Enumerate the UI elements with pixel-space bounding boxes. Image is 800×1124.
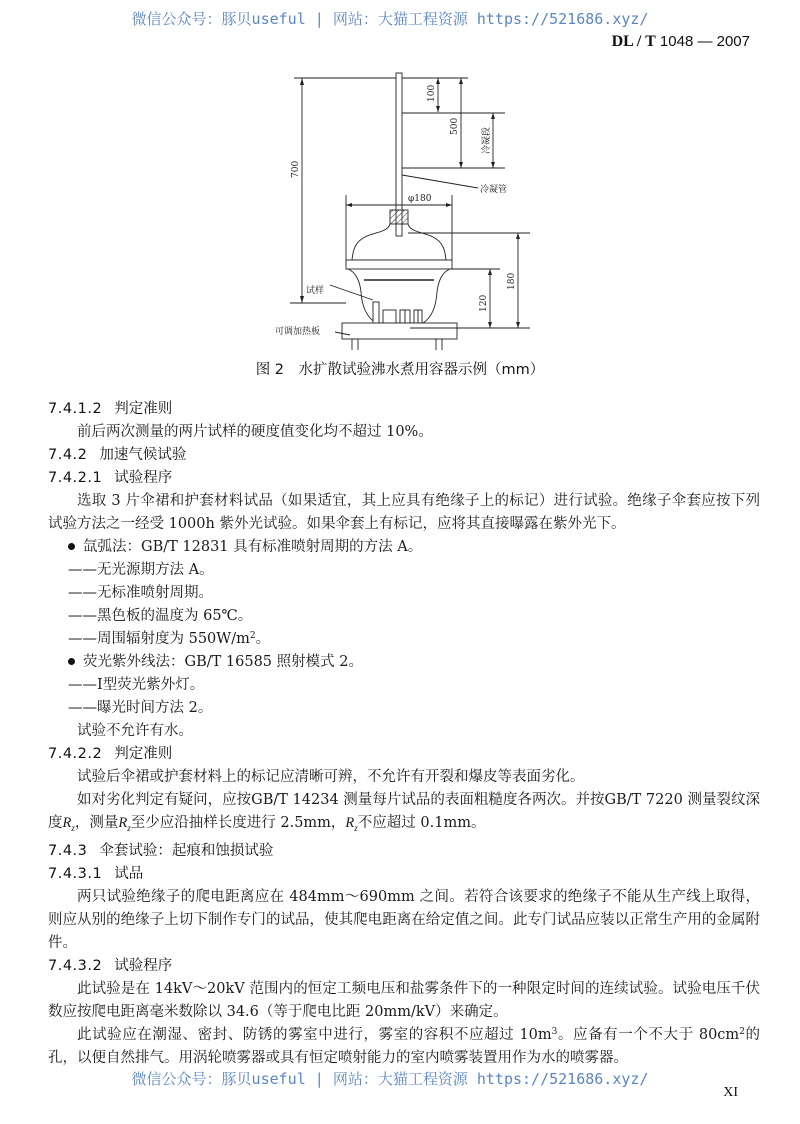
heating-plate-label: 可调加热板 xyxy=(275,327,321,337)
paragraph-7-4-3-1: 两只试验绝缘子的爬电距离应在 484mm～690mm 之间。若符合该要求的绝缘子不能从生产线上取得，则应从别的绝缘子上切下制作专门的试品，使其爬电距离在给定值之间。此专门试品应装以正常生产用的金属附件。 xyxy=(48,888,760,951)
condenser-section-label: 冷凝段 xyxy=(482,126,492,154)
document-code-prefix: DL / T xyxy=(611,33,656,50)
paragraph-7-4-3-2-a: 此试验是在 14kV～20kV 范围内的恒定工频电压和盐雾条件下的一种限定时间的连续试验。试验电压千伏数应按爬电距离毫米数除以 34.6（等于爬电比距 20mm/kV）来确定。 xyxy=(48,980,760,1020)
dash-item: ——Ⅰ型荧光紫外灯。 xyxy=(68,677,205,693)
page-number: XI xyxy=(723,1085,738,1100)
bullet-xenon-arc: 氙弧法：GB/T 12831 具有标准喷射周期的方法 A。 xyxy=(48,536,760,559)
paragraph-7-4-3-2-b: 此试验应在潮湿、密封、防锈的雾室中进行，雾室的容积不应超过 $10m^3$。应备有一个不大于 $80cm^2$的孔，以便自然排气。用涡轮喷雾器或具有恒定喷射能力的室内喷雾装置用作为水的喷雾器。 xyxy=(48,1026,760,1066)
document-code-number: 1048 — 2007 xyxy=(655,33,750,50)
heading-7-4-2-2: 7.4.2.2 判定准则 xyxy=(48,746,173,762)
bullet-fluorescent-uv: 荧光紫外线法：GB/T 16585 照射模式 2。 xyxy=(48,651,760,674)
heading-7-4-2: 7.4.2 加速气候试验 xyxy=(48,447,187,463)
document-body xyxy=(48,398,760,1070)
paragraph-7-4-2-2-b: 如对劣化判定有疑问，应按GB/T 14234 测量每片试品的表面粗糙度各两次。并按GB/T 7220 测量裂纹深度$R_z$，测量$R_z$至少应沿抽样长度进行 2.5mm，$R_z$不应超过 0.1mm。 xyxy=(48,792,760,833)
paragraph-7-4-2-1: 选取 3 片伞裙和护套材料试品（如果适宜，其上应具有绝缘子上的标记）进行试验。绝缘子伞套应按下列试验方法之一经受 1000h 紫外光试验。如果伞套上有标记，应将其直接曝露在紫外光下。 xyxy=(48,493,760,532)
heading-7-4-2-1: 7.4.2.1 试验程序 xyxy=(48,470,173,486)
dash-item: ——无标准喷射周期。 xyxy=(68,585,213,601)
dash-item: ——周围辐射度为 $550W/m^2$。 xyxy=(68,631,271,647)
paragraph-7-4-2-2-a: 试验后伞裙或护套材料上的标记应清晰可辨，不允许有开裂和爆皮等表面劣化。 xyxy=(77,769,585,785)
dim-700-label: 700 xyxy=(291,160,301,178)
dim-100-label: 100 xyxy=(427,84,437,102)
paragraph-7-4-1-2: 前后两次测量的两片试样的硬度值变化均不超过 10%。 xyxy=(77,424,433,440)
heading-7-4-3-2: 7.4.3.2 试验程序 xyxy=(48,957,173,974)
watermark-top: 微信公众号：豚贝useful | 网站：大猫工程资源 https://521686.xyz/ xyxy=(131,10,649,28)
dim-500-label: 500 xyxy=(450,117,460,135)
dim-120-label: 120 xyxy=(479,294,489,312)
dim-phi180-label: φ180 xyxy=(408,194,432,204)
figure-boiling-container-diagram xyxy=(260,60,540,350)
bullet-icon xyxy=(68,543,75,550)
document-code xyxy=(612,33,750,51)
note-no-water: 试验不允许有水。 xyxy=(77,723,193,739)
heading-7-4-1-2: 7.4.1.2 判定准则 xyxy=(48,401,173,417)
heading-7-4-3: 7.4.3 伞套试验：起痕和蚀损试验 xyxy=(48,842,274,859)
bullet-icon xyxy=(68,658,75,665)
rz-symbol: $R_z$ xyxy=(62,815,75,833)
rz-symbol: $R_z$ xyxy=(118,815,131,833)
specimen-label: 试样 xyxy=(306,286,325,296)
dim-180-label: 180 xyxy=(507,272,517,290)
dash-item: ——曝光时间方法 2。 xyxy=(68,700,213,716)
condenser-tube-label: 冷凝管 xyxy=(480,185,508,195)
dash-item: ——无光源期方法 A。 xyxy=(68,562,214,578)
container-diagram-svg xyxy=(260,60,540,350)
watermark-bottom: 微信公众号：豚贝useful | 网站：大猫工程资源 https://521686.xyz/ xyxy=(131,1070,649,1088)
dash-item: ——黑色板的温度为 65℃。 xyxy=(68,608,253,624)
figure-caption: 图 2 水扩散试验沸水煮用容器示例（mm） xyxy=(255,362,545,378)
rz-symbol: $R_z$ xyxy=(345,815,358,833)
heading-7-4-3-1: 7.4.3.1 试品 xyxy=(48,865,144,882)
